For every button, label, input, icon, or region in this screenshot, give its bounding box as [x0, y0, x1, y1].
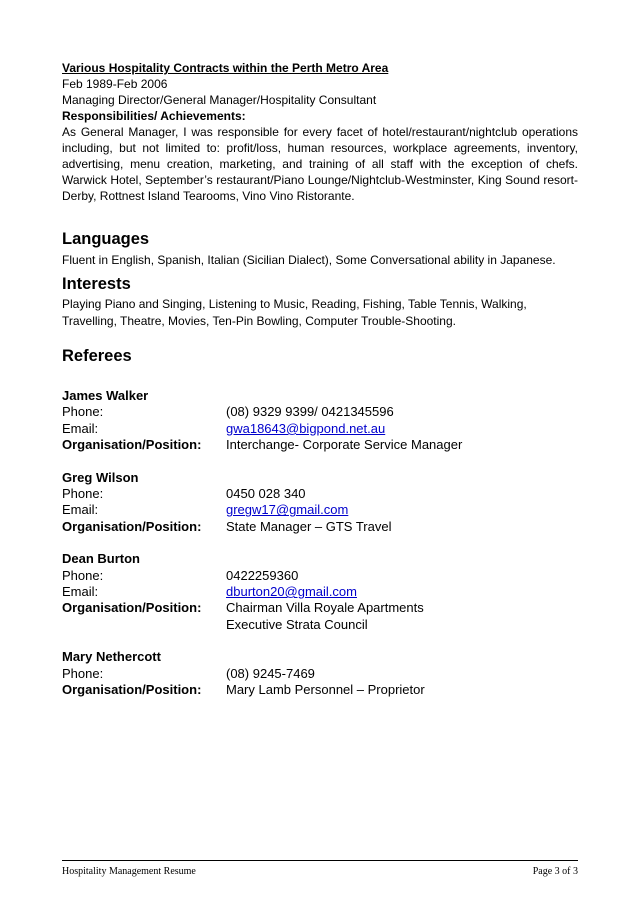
org-value-line2: Executive Strata Council: [226, 616, 368, 632]
phone-value: 0450 028 340: [226, 486, 306, 502]
job-section: [62, 60, 578, 204]
job-description: As General Manager, I was responsible for every facet of hotel/restaurant/nightclub operations including, but not limited to: profit/loss, human resources, workplace agreements, inventory, advertising, menu creation, marketing, and training of all staff with the exception of chefs. Warwick Hotel, September’s restaurant/Piano Lounge/Nightclub-Westminster, King Sound resort-Derby, Rottnest Island Tearooms, Vino Vino Ristorante.: [62, 125, 578, 203]
email-label: Email:: [62, 584, 99, 600]
org-value: Interchange- Corporate Service Manager: [226, 437, 463, 453]
referee-name: James Walker: [62, 388, 149, 403]
phone-value: 0422259360: [226, 567, 299, 583]
org-label: Organisation/Position:: [62, 600, 202, 616]
phone-label: Phone:: [62, 567, 104, 583]
referee-entry: [62, 470, 578, 536]
responsibilities-heading: Responsibilities/ Achievements:: [62, 109, 246, 123]
languages-text: Fluent in English, Spanish, Italian (Sicilian Dialect), Some Conversational ability in Japanese.: [62, 253, 556, 267]
referees-list: [62, 388, 578, 715]
job-title: Various Hospitality Contracts within the Perth Metro Area: [62, 61, 389, 75]
page-footer: [62, 860, 578, 877]
email-link[interactable]: gregw17@gmail.com: [226, 502, 349, 518]
org-row: [62, 437, 578, 453]
referee-name: Dean Burton: [62, 551, 140, 567]
email-row: [62, 421, 578, 437]
referee-name: Mary Nethercott: [62, 649, 161, 665]
org-row: [62, 600, 578, 616]
email-label: Email:: [62, 420, 99, 436]
referee-entry: [62, 388, 578, 454]
referee-entry: [62, 649, 578, 698]
phone-label: Phone:: [62, 665, 104, 681]
phone-label: Phone:: [62, 404, 104, 420]
org-value: State Manager – GTS Travel: [226, 518, 392, 534]
email-row: [62, 584, 578, 600]
page-number: Page 3 of 3: [532, 866, 578, 877]
footer-title: Hospitality Management Resume: [62, 866, 196, 877]
org-label: Organisation/Position:: [62, 682, 202, 698]
phone-label: Phone:: [62, 486, 104, 502]
phone-row: [62, 666, 578, 682]
org-label: Organisation/Position:: [62, 437, 202, 453]
org-row: [62, 682, 578, 698]
referee-name: Greg Wilson: [62, 469, 139, 485]
phone-value: (08) 9329 9399/ 0421345596: [226, 404, 394, 420]
email-link[interactable]: dburton20@gmail.com: [226, 584, 357, 600]
job-dates: Feb 1989-Feb 2006: [62, 77, 168, 91]
phone-row: [62, 404, 578, 420]
org-row: [62, 519, 578, 535]
referee-entry: [62, 551, 578, 633]
email-row: [62, 502, 578, 518]
phone-row: [62, 486, 578, 502]
phone-value: (08) 9245-7469: [226, 665, 315, 681]
org-row-continued: [62, 617, 578, 633]
email-label: Email:: [62, 502, 99, 518]
referees-heading: Referees: [62, 347, 132, 365]
languages-heading: Languages: [62, 230, 150, 248]
org-value: Mary Lamb Personnel – Proprietor: [226, 682, 425, 698]
interests-heading: Interests: [62, 275, 131, 293]
phone-row: [62, 568, 578, 584]
job-role: Managing Director/General Manager/Hospitality Consultant: [62, 93, 377, 107]
org-value: Chairman Villa Royale Apartments: [226, 600, 424, 616]
email-link[interactable]: gwa18643@bigpond.net.au: [226, 420, 386, 436]
interests-text: Playing Piano and Singing, Listening to Music, Reading, Fishing, Table Tennis, Walking, Travelling, Theatre, Movies, Ten-Pin Bowling, Computer Trouble-Shooting.: [62, 297, 527, 328]
org-label: Organisation/Position:: [62, 518, 202, 534]
